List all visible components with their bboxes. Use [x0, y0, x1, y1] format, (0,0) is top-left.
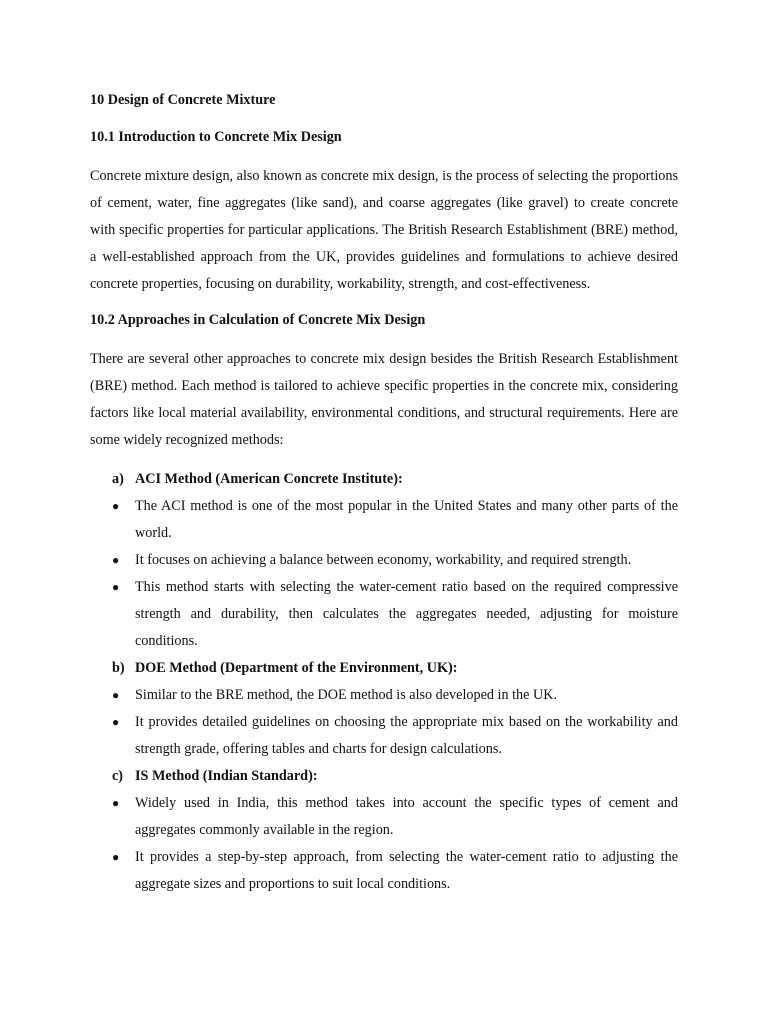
- bullet-text: Widely used in India, this method takes into account the specific types of cement and aggregates commonly available in the region.: [135, 795, 678, 838]
- method-title: ACI Method (American Concrete Institute):: [135, 471, 403, 487]
- bullet-icon: ●: [112, 715, 120, 729]
- bullet-text: It provides a step-by-step approach, from selecting the water-cement ratio to adjusting the aggregate sizes and proportions to suit local conditions.: [135, 849, 678, 892]
- bullet-icon: ●: [112, 553, 120, 567]
- section-2-paragraph: There are several other approaches to concrete mix design besides the British Research Establishment (BRE) method. Each method is tailored to achieve specific properties in the concrete mix, considering factors like local material availability, environmental conditions, and structural requirements. Here are some widely recognized methods:: [90, 351, 678, 448]
- document-title: 10 Design of Concrete Mixture: [90, 92, 276, 108]
- bullet-icon: ●: [112, 580, 120, 594]
- section-1-heading: 10.1 Introduction to Concrete Mix Design: [90, 129, 342, 145]
- bullet-item: [90, 547, 678, 574]
- method-item: [90, 763, 678, 790]
- method-marker: a): [112, 471, 124, 487]
- method-item: [90, 655, 678, 682]
- bullet-text: The ACI method is one of the most popular in the United States and many other parts of the world.: [135, 498, 678, 541]
- bullet-text: It provides detailed guidelines on choosing the appropriate mix based on the workability and strength grade, offering tables and charts for design calculations.: [135, 714, 678, 757]
- bullet-item: [90, 709, 678, 763]
- bullet-icon: ●: [112, 688, 120, 702]
- bullet-item: [90, 790, 678, 844]
- bullet-item: [90, 493, 678, 547]
- bullet-icon: ●: [112, 499, 120, 513]
- bullet-text: This method starts with selecting the water-cement ratio based on the required compressive strength and durability, then calculates the aggregates needed, adjusting for moisture conditions.: [135, 579, 678, 649]
- document-page: [90, 90, 678, 898]
- bullet-item: [90, 844, 678, 898]
- bullet-text: It focuses on achieving a balance between economy, workability, and required strength.: [135, 552, 632, 568]
- bullet-item: [90, 574, 678, 655]
- method-title: DOE Method (Department of the Environment, UK):: [135, 660, 458, 676]
- method-title: IS Method (Indian Standard):: [135, 768, 318, 784]
- bullet-icon: ●: [112, 796, 120, 810]
- method-marker: b): [112, 660, 125, 676]
- method-item: [90, 466, 678, 493]
- bullet-item: [90, 682, 678, 709]
- section-1-paragraph: Concrete mixture design, also known as concrete mix design, is the process of selecting the proportions of cement, water, fine aggregates (like sand), and coarse aggregates (like gravel) to create concrete with specific properties for particular applications. The British Research Establishment (BRE) method, a well-established approach from the UK, provides guidelines and formulations to achieve desired concrete properties, focusing on durability, workability, strength, and cost-effectiveness.: [90, 168, 678, 292]
- method-marker: c): [112, 768, 124, 784]
- bullet-text: Similar to the BRE method, the DOE method is also developed in the UK.: [135, 687, 558, 703]
- section-2-heading: 10.2 Approaches in Calculation of Concrete Mix Design: [90, 312, 426, 328]
- bullet-icon: ●: [112, 850, 120, 864]
